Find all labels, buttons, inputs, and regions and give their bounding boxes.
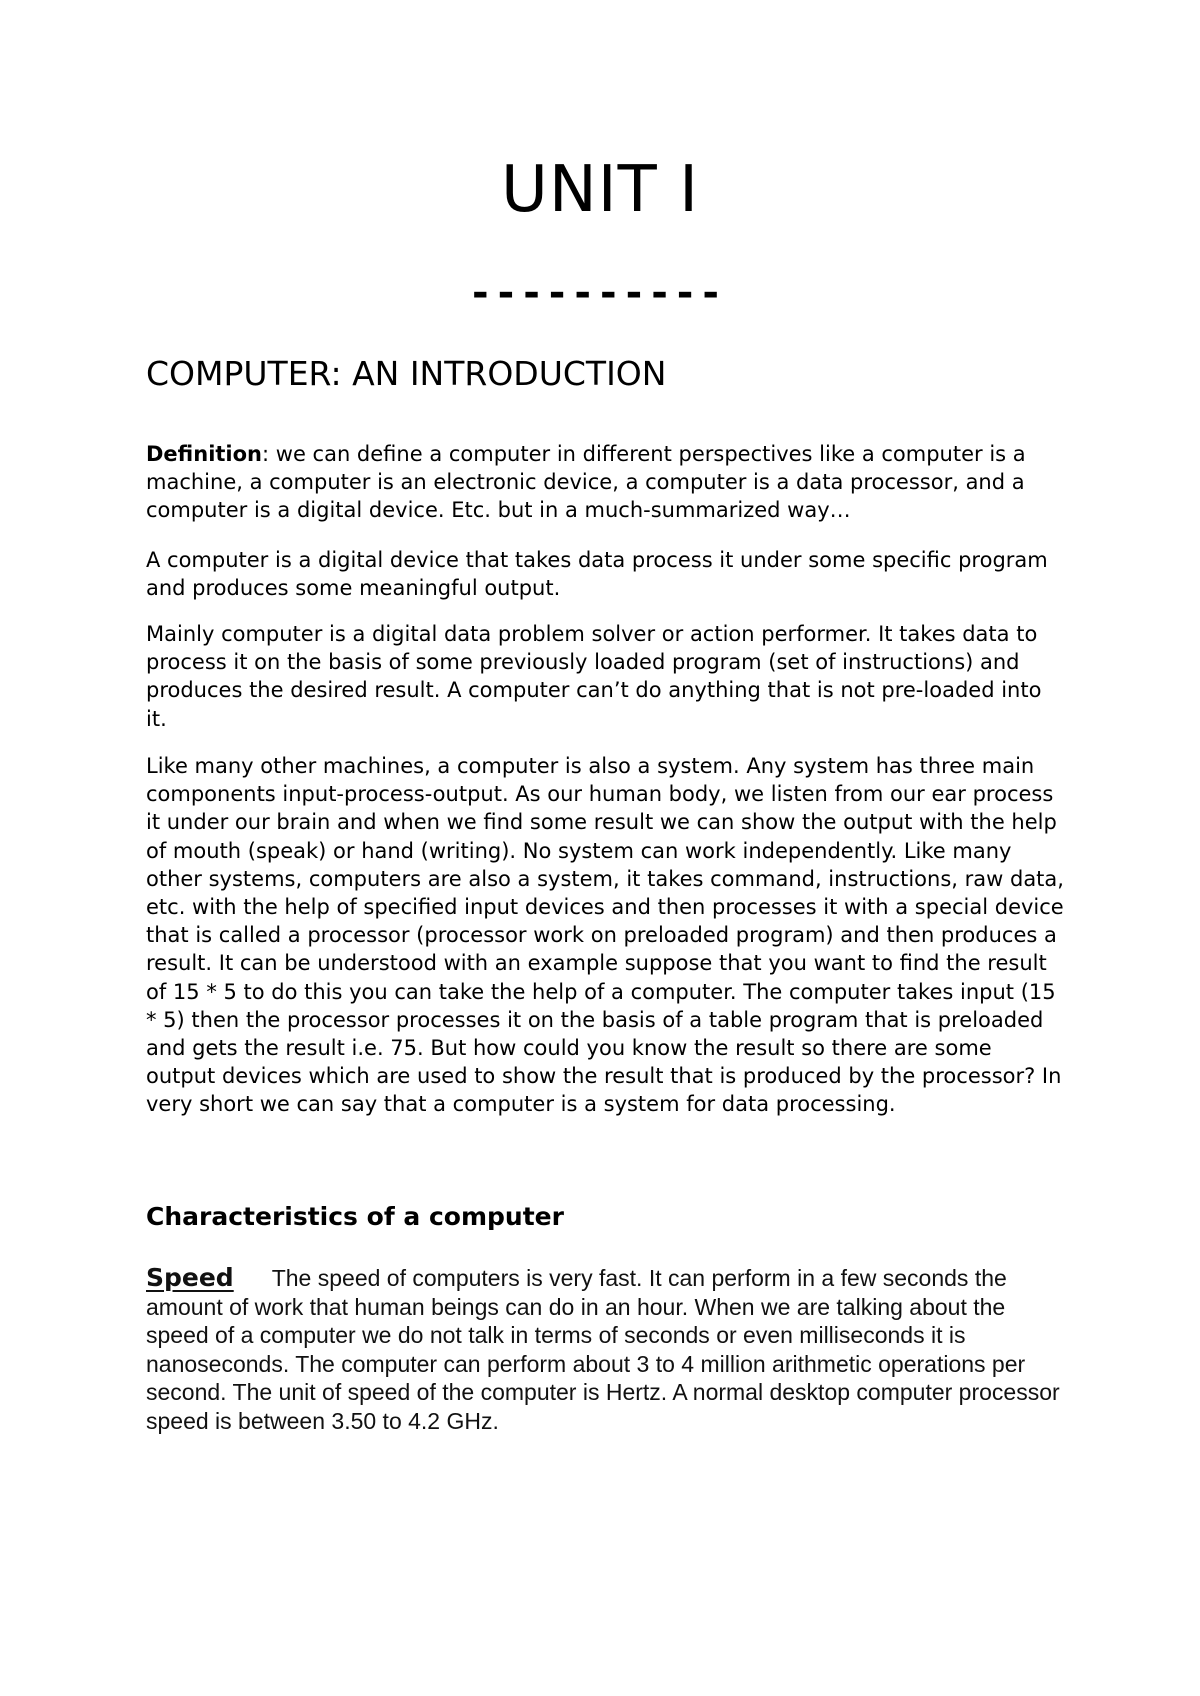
definition-label: Definition xyxy=(146,442,263,466)
speed-label: Speed xyxy=(146,1263,234,1292)
definition-paragraph xyxy=(146,440,1066,525)
paragraph-problem-solver: Mainly computer is a digital data problem solver or action performer. It takes data to process it on the basis of some previously loaded program (set of instructions) and produces the desired result. A computer can’t do anything that is not pre-loaded into it. xyxy=(146,622,1042,731)
unit-title: UNIT I xyxy=(501,153,699,227)
speed-paragraph xyxy=(146,1264,1066,1436)
section-title: COMPUTER: AN INTRODUCTION xyxy=(146,354,667,393)
paragraph-computer-summary: A computer is a digital device that takes data process it under some specific program and produces some meaningful output. xyxy=(146,548,1048,601)
characteristics-heading: Characteristics of a computer xyxy=(146,1202,564,1231)
title-separator: ---------- xyxy=(471,270,728,316)
speed-text: The speed of computers is very fast. It can perform in a few seconds the amount of work that human beings can do in an hour. When we are talking about the speed of a computer we do not talk in terms of seconds or even milliseconds it is nanoseconds. The computer can perform about 3 to 4 million arithmetic operations per second. The unit of speed of the computer is Hertz. A normal desktop computer processor speed is between 3.50 to 4.2 GHz. xyxy=(146,1265,1060,1434)
definition-text: : we can define a computer in different perspectives like a computer is a machine, a computer is an electronic device, a computer is a data processor, and a computer is a digital device. Etc. but in a much-summarized way… xyxy=(146,442,1026,523)
paragraph-system: Like many other machines, a computer is also a system. Any system has three main components input-process-output. As our human body, we listen from our ear process it under our brain and when we find some result we can show the output with the help of mouth (speak) or hand (writing). No system can work independently. Like many other systems, computers are also a system, it takes command, instructions, raw data, etc. with the help of specified input devices and then processes it with a special device that is called a processor (processor work on preloaded program) and then produces a result. It can be understood with an example suppose that you want to find the result of 15 * 5 to do this you can take the help of a computer. The computer takes input (15 * 5) then the processor processes it on the basis of a table program that is preloaded and gets the result i.e. 75. But how could you know the result so there are some output devices which are used to show the result that is produced by the processor? In very short we can say that a computer is a system for data processing. xyxy=(146,754,1064,1117)
